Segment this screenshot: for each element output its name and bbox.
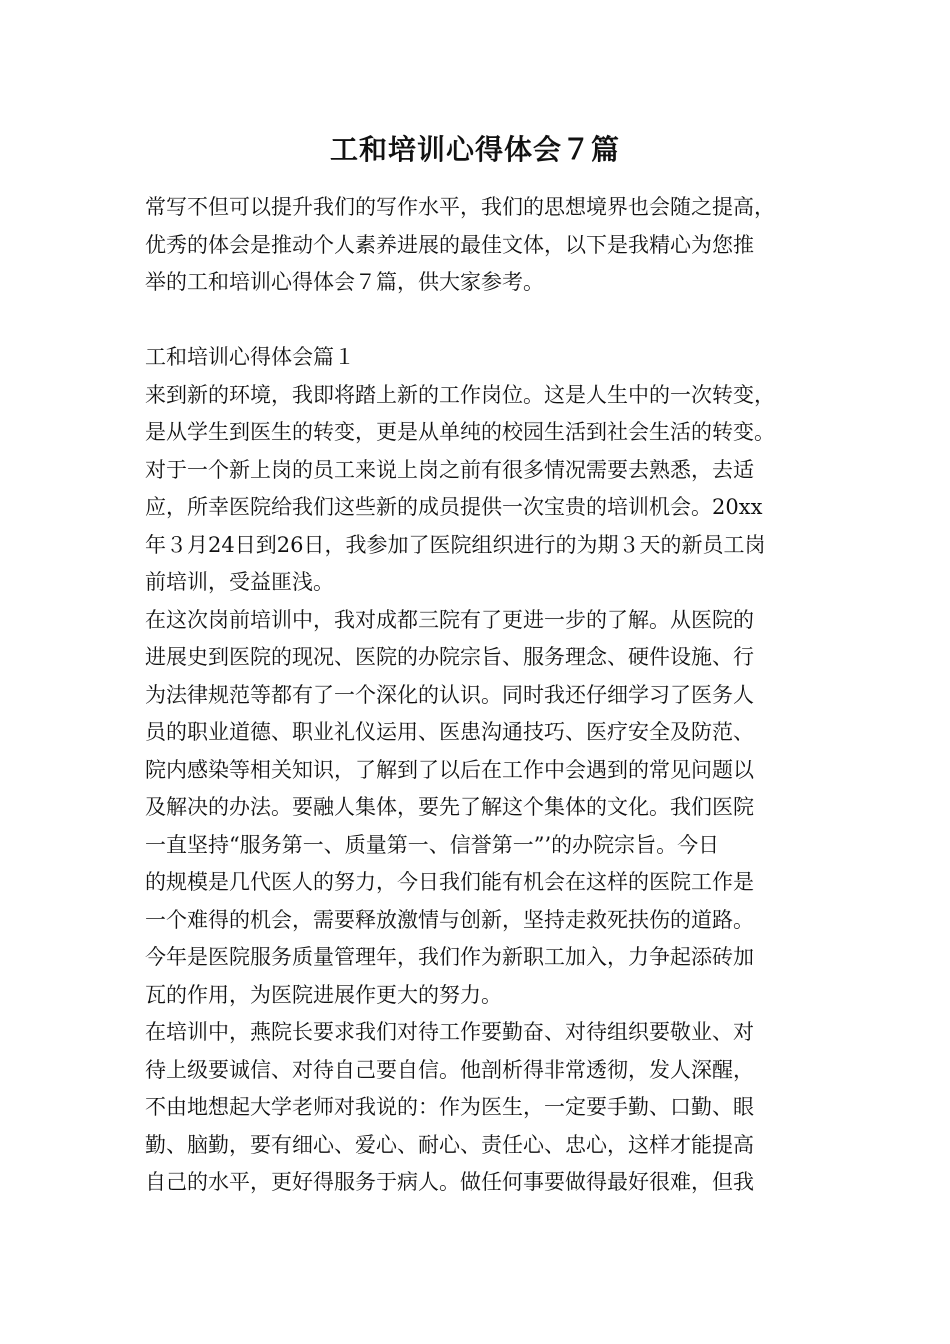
body-line: 不由地想起大学老师对我说的：作为医生，一定要手勤、口勤、眼 <box>145 1095 754 1119</box>
section-1 <box>145 339 825 1202</box>
body-line: 在培训中，燕院长要求我们对待工作要勤奋、对待组织要敬业、对 <box>145 1020 754 1044</box>
body-line: 前培训，受益匪浅。 <box>145 570 334 594</box>
body-line: 应，所幸医院给我们这些新的成员提供一次宝贵的培训机会。20xx <box>145 495 763 519</box>
body-line: 院内感染等相关知识，了解到了以后在工作中会遇到的常见问题以 <box>145 757 754 782</box>
intro-paragraph <box>145 189 825 302</box>
section-heading: 工和培训心得体会篇１ <box>145 345 355 369</box>
body-line: 在这次岗前培训中，我对成都三院有了更进一步的了解。从医院的 <box>145 607 754 632</box>
document-title: 工和培训心得体会７篇 <box>329 133 620 166</box>
body-line: 的规模是几代医人的努力，今日我们能有机会在这样的医院工作是 <box>145 870 754 894</box>
body-line: 为法律规范等都有了一个深化的认识。同时我还仔细学习了医务人 <box>145 682 754 707</box>
body-line: 年３月24日到26日，我参加了医院组织进行的为期３天的新员工岗 <box>145 532 766 557</box>
body-line: 勤、脑勤，要有细心、爱心、耐心、责任心、忠心，这样才能提高 <box>145 1132 754 1157</box>
body-line: 一直坚持“服务第一、质量第一、信誉第一”’的办院宗旨。今日 <box>145 832 720 857</box>
body-line: 对于一个新上岗的员工来说上岗之前有很多情况需要去熟悉，去适 <box>145 457 754 482</box>
body-line: 瓦的作用，为医院进展作更大的努力。 <box>145 982 502 1007</box>
body-line: 今年是医院服务质量管理年，我们作为新职工加入，力争起添砖加 <box>145 945 754 969</box>
body-line: 及解决的办法。要融人集体，要先了解这个集体的文化。我们医院 <box>145 795 754 819</box>
body-line: 自己的水平，更好得服务于病人。做任何事要做得最好很难，但我 <box>145 1170 754 1194</box>
intro-line: 举的工和培训心得体会７篇，供大家参考。 <box>145 270 544 294</box>
intro-line: 优秀的体会是推动个人素养进展的最佳文体，以下是我精心为您推 <box>145 232 754 257</box>
body-line: 一个难得的机会，需要释放激情与创新，坚持走救死扶伤的道路。 <box>145 907 754 932</box>
body-line: 来到新的环境，我即将踏上新的工作岗位。这是人生中的一次转变， <box>145 382 775 407</box>
body-line: 进展史到医院的现况、医院的办院宗旨、服务理念、硬件设施、行 <box>145 645 754 669</box>
body-line: 是从学生到医生的转变，更是从单纯的校园生活到社会生活的转变。 <box>145 420 775 444</box>
intro-line: 常写不但可以提升我们的写作水平，我们的思想境界也会随之提高， <box>145 195 775 219</box>
body-line: 待上级要诚信、对待自己要自信。他剖析得非常透彻，发人深醒， <box>145 1057 754 1082</box>
body-line: 员的职业道德、职业礼仪运用、医患沟通技巧、医疗安全及防范、 <box>145 720 754 744</box>
